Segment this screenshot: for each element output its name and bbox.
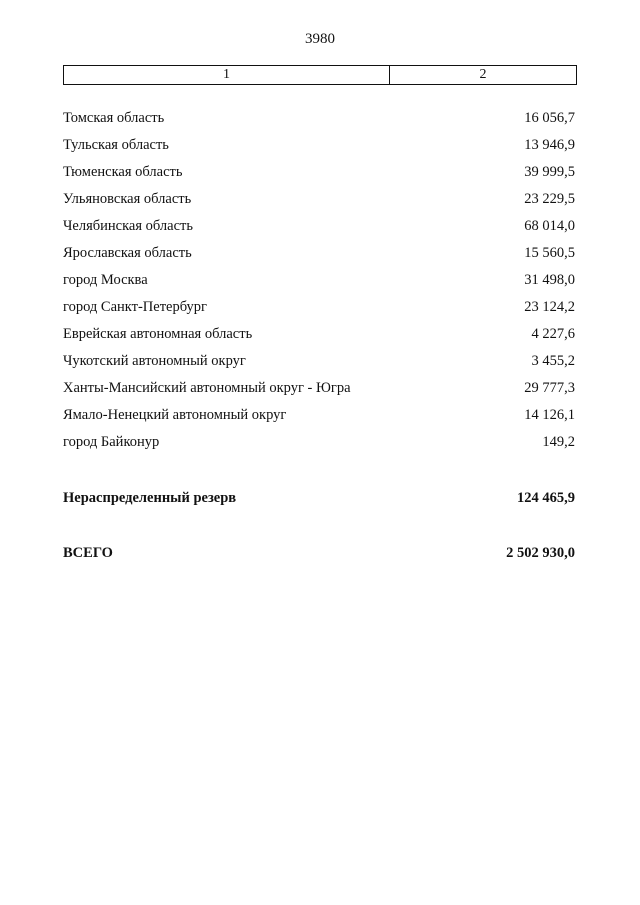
region-name: Тюменская область <box>63 164 183 180</box>
region-name: Томская область <box>63 110 165 126</box>
region-name: Чукотский автономный округ <box>63 353 246 369</box>
region-value: 149,2 <box>542 434 575 450</box>
region-value: 23 229,5 <box>524 191 575 207</box>
region-name: Ульяновская область <box>63 191 192 207</box>
table-row <box>63 407 575 434</box>
reserve-label: Нераспределенный резерв <box>63 490 237 506</box>
region-name: Ханты-Мансийский автономный округ - Югра <box>63 380 351 396</box>
region-value: 29 777,3 <box>524 380 575 396</box>
region-name: город Санкт-Петербург <box>63 299 208 315</box>
table-row <box>63 353 575 380</box>
table-row <box>63 110 575 137</box>
region-value: 3 455,2 <box>531 353 575 369</box>
region-value: 31 498,0 <box>524 272 575 288</box>
total-row <box>63 545 575 562</box>
region-name: Еврейская автономная область <box>63 326 253 342</box>
region-value: 13 946,9 <box>524 137 575 153</box>
region-value: 39 999,5 <box>524 164 575 180</box>
region-name: Тульская область <box>63 137 169 153</box>
page-number: 3980 <box>305 31 335 47</box>
table-row <box>63 245 575 272</box>
unallocated-reserve-row <box>63 490 575 507</box>
region-name: город Москва <box>63 272 148 288</box>
region-name: Ярославская область <box>63 245 192 261</box>
table-row <box>63 137 575 164</box>
table-row <box>63 272 575 299</box>
reserve-value: 124 465,9 <box>517 490 575 506</box>
table-row <box>63 191 575 218</box>
region-list <box>63 110 575 461</box>
column-header-1: 1 <box>64 66 390 84</box>
region-value: 14 126,1 <box>524 407 575 423</box>
table-row <box>63 218 575 245</box>
region-value: 68 014,0 <box>524 218 575 234</box>
table-row <box>63 164 575 191</box>
region-value: 4 227,6 <box>531 326 575 342</box>
region-value: 16 056,7 <box>524 110 575 126</box>
region-name: город Байконур <box>63 434 160 450</box>
table-row <box>63 299 575 326</box>
region-value: 15 560,5 <box>524 245 575 261</box>
table-row <box>63 434 575 461</box>
column-header-2: 2 <box>479 67 487 82</box>
region-name: Челябинская область <box>63 218 193 234</box>
region-name: Ямало-Ненецкий автономный округ <box>63 407 287 423</box>
total-value: 2 502 930,0 <box>506 545 575 561</box>
column-header-table <box>63 65 577 85</box>
table-row <box>63 380 575 407</box>
region-value: 23 124,2 <box>524 299 575 315</box>
total-label: ВСЕГО <box>63 545 113 561</box>
table-row <box>63 326 575 353</box>
